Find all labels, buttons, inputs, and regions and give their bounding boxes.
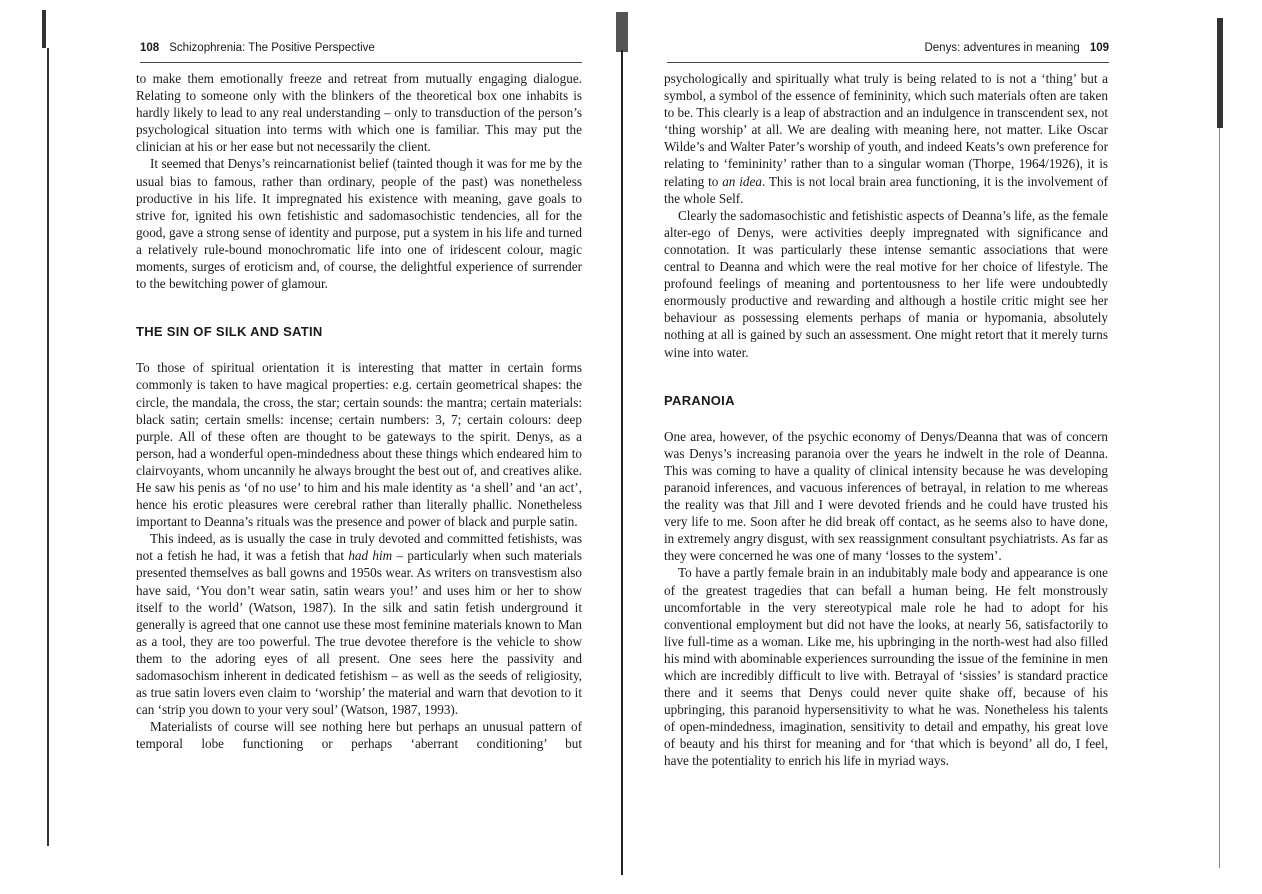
left-paragraph-4: This indeed, as is usually the case in truly devoted and committed fetishists, was not a fetish he had, it was a fetish that had him – particularly when such materials presented themselves as ball gowns and 1950s wear. As writers on transvestism also have said, ‘You don’t wear satin, satin wears you!’ and uses him or her to show itself to the world’ (Watson, 1987). In the silk and satin fetish underground it generally is agreed that one cannot use these most feminine materials known to Man as a tool, they are too powerful. The true devotee therefore is the vehicle to show them to the adoring eyes of all present. One sees here the passivity and sadomasochism inherent in dedicated fetishism – as well as the seeds of religiosity, as true satin lovers even claim to ‘worship’ the material and warn that devotion to it can ‘strip you down to your very soul’ (Watson, 1987, 1993). bbox=[136, 531, 582, 718]
right-running-title: Denys: adventures in meaning bbox=[924, 42, 1080, 54]
gutter-line bbox=[621, 50, 623, 875]
right-text-column bbox=[664, 70, 1108, 770]
right-page bbox=[640, 0, 1262, 894]
right-paragraph-2: Clearly the sadomasochistic and fetishistic aspects of Deanna’s life, as the female alter-ego of Denys, were activities deeply impregnated with significance and connotation. It was particularly these intense semantic associations that were central to Deanna and which were the real motive for her choice of lifestyle. The profound feelings of meaning and portentousness to her life were undoubtedly enormously productive and rewarding and although a hostile critic might see her behaviour as possessing elements perhaps of mania or hypomania, absolutely nothing at all is gained by such an assessment. One might retort that it merely turns wine into water. bbox=[664, 207, 1108, 360]
left-running-title: Schizophrenia: The Positive Perspective bbox=[169, 42, 375, 54]
left-paragraph-2: It seemed that Denys’s reincarnationist belief (tainted though it was for me by the usual bias to famous, rather than ordinary, people of the past) was nonetheless productive in his life. It impregnated his existence with meaning, gave goals to strive for, ignited his own fetishistic and sadomasochistic tendencies, all for the good, gave a strong sense of identity and purpose, put a system in his life and turned a relatively rule-bound monochromatic life into one of iridescent colour, magic moments, surges of eroticism and, of course, the delightful experience of surrender to the bewitching power of glamour. bbox=[136, 156, 582, 292]
left-text-column bbox=[136, 70, 582, 752]
right-paragraph-3: One area, however, of the psychic economy of Denys/Deanna that was of concern was Denys’s increasing paranoia over the years he indwelt in the role of Deanna. This was coming to have a quality of clinical intensity because he was developing paranoid inferences, and vacuous inferences of betrayal, in relation to me whereas the reality was that Jill and I were devoted friends and he could have trusted his very life to me. Soon after he did break off contact, as he seems also to have done, in extremely angry disgust, with sex reassignment consultant psychiatrists. As far as they were concerned he was one of many ‘losses to the system’. bbox=[664, 428, 1108, 564]
left-page bbox=[0, 0, 620, 894]
right-running-head bbox=[667, 42, 1109, 63]
left-running-head bbox=[140, 42, 582, 63]
italic-an-idea: an idea bbox=[722, 173, 762, 189]
left-page-number: 108 bbox=[140, 42, 160, 54]
right-paragraph-4: To have a partly female brain in an indubitably male body and appearance is one of the greatest tragedies that can befall a human being. He felt monstrously uncomfortable in the very stereotypical male role he had to adopt for his conventional employment but did not have the looks, at nearly 56, satisfactorily to live full-time as a woman. Like me, his upbringing in the north-west had also filled his mind with abominable experiences surrounding the issue of the feminine in men which are incredibly difficult to live with. Betrayal of ‘sissies’ is standard practice there and it seems that Denys could never quite shake off, because of his upbringing, this paranoid hypersensitivity to what he was. Nonetheless his talents of open-mindedness, imagination, sensitivity to detail and empathy, his great love of beauty and his thirst for meaning and for ‘that which is beyond’ all do, I feel, have the potentiality to enrich his life in myriad ways. bbox=[664, 565, 1108, 769]
left-paragraph-1: to make them emotionally freeze and retreat from mutually engaging dialogue. Relating to someone only with the blinkers of the theoretical box one inhabits is hardly likely to lead to any real understanding – only to transduction of the person’s psychological situation into terms with which one is familiar. This may put the clinician at his or her ease but not necessarily the client. bbox=[136, 71, 582, 155]
right-page-number: 109 bbox=[1089, 42, 1109, 54]
right-paragraph-1: psychologically and spiritually what truly is being related to is not a ‘thing’ but a symbol, a symbol of the essence of femininity, which such materials often are taken to be. This clearly is a leap of abstraction and an indulgence in transcendent sex, not ‘thing worship’ at all. We are dealing with meaning here, not matter. Like Oscar Wilde’s and Walter Pater’s worship of youth, and indeed Keats’s own preference for relating to ‘femininity’ rather than to a singular woman (Thorpe, 1964/1926), it is relating to an idea. This is not local brain area functioning, it is the involvement of the whole Self. bbox=[664, 71, 1108, 206]
italic-had-him: had him bbox=[348, 548, 393, 564]
left-paragraph-5: Materialists of course will see nothing here but perhaps an unusual pattern of temporal lobe functioning or perhaps ‘aberrant conditioning’ but bbox=[136, 719, 582, 752]
section-heading-paranoia: PARANOIA bbox=[664, 392, 735, 408]
section-heading-silk-satin: THE SIN OF SILK AND SATIN bbox=[136, 324, 323, 340]
left-paragraph-3: To those of spiritual orientation it is interesting that matter in certain forms commonly is taken to have magical properties: e.g. certain geometrical shapes: the circle, the mandala, the cross, the star; certain sounds: the mantra; certain materials: black satin; certain smells: incense; certain numbers: 3, 7; certain colours: deep purple. All of these often are thought to be gateways to the spirit. Denys, as a person, had a wonderful open-mindedness about these things which endeared him to clairvoyants, whom uncannily he always brought the best out of, and creatives alike. He saw his penis as ‘of no use’ to him and his male identity as ‘a shell’ and ‘an act’, hence his erotic pleasures were cerebral rather than literally phallic. Nonetheless important to Deanna’s rituals was the presence and power of black and purple satin. bbox=[136, 360, 582, 530]
